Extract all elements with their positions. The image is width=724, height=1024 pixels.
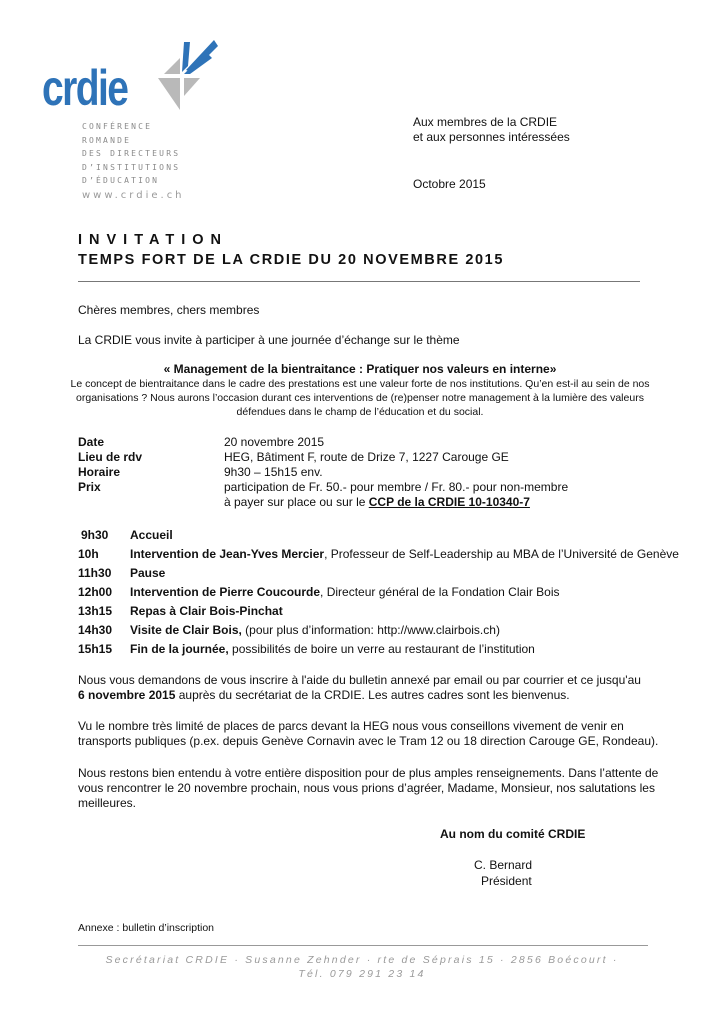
title-event: TEMPS FORT DE LA CRDIE DU 20 NOVEMBRE 2015 [78,252,505,268]
detail-value-place: HEG, Bâtiment F, route de Drize 7, 1227 Carouge GE [224,450,509,464]
program-title: Visite de Clair Bois, [130,623,242,637]
logo-wordmark: crdie [42,60,128,116]
program-time: 11h30 [78,566,112,580]
detail-label-place: Lieu de rdv [78,450,143,464]
program-time: 10h [78,547,99,561]
signature-committee: Au nom du comité CRDIE [440,827,586,841]
theme-desc-line: défendues dans le champ de l’éducation et du social. [236,406,484,418]
paragraph-line: meilleures. [78,796,137,810]
program-time: 13h15 [78,604,113,618]
paragraph-line: Nous restons bien entendu à votre entière disposition pour de plus amples renseignements. Dans l’attente de [78,766,659,780]
paragraph-line: vous rencontrer le 20 novembre prochain, nous vous prions d’agréer, Madame, Monsieur, nos salutations les [78,781,655,795]
logo-line: CONFÉRENCE [82,122,153,131]
program-title: Repas à Clair Bois-Pinchat [130,604,283,618]
program-desc: , Directeur général de la Fondation Clair Bois [320,585,560,599]
detail-label-date: Date [78,435,105,449]
program-title: Fin de la journée, [130,642,229,656]
logo-line: ROMANDE [82,135,132,145]
recipient-block [413,115,570,145]
payment-text: à payer sur place ou sur le [224,495,369,509]
details-block [78,435,638,510]
paragraph-line: Vu le nombre très limité de places de parcs devant la HEG nous vous conseillons vivement de venir en [78,719,624,733]
program-desc: (pour plus d’information: http://www.clairbois.ch) [241,623,500,637]
title-invitation: INVITATION [78,232,229,248]
signature-role: Président [481,874,532,888]
logo-line: DES DIRECTEURS [82,149,181,158]
paragraph-line: transports publiques (p.ex. depuis Genève Cornavin avec le Tram 12 ou 18 direction Carouge GE, Rondeau). [78,734,659,748]
registration-paragraph [78,673,641,703]
salutation: Chères membres, chers membres [78,303,260,317]
program-time: 12h00 [78,585,113,599]
theme-heading: « Management de la bientraitance : Pratiquer nos valeurs en interne» [163,362,557,376]
detail-label-hours: Horaire [78,465,121,479]
letter-date: Octobre 2015 [413,177,486,191]
theme-desc-line: organisations ? Nous aurons l’occasion durant ces interventions de (re)penser notre management à la lumière des valeurs [76,392,644,404]
detail-label-price: Prix [78,480,101,494]
logo-line: D’INSTITUTIONS [82,162,181,172]
annex-note: Annexe : bulletin d’inscription [78,922,214,934]
ccp-account: CCP de la CRDIE 10-10340-7 [368,495,530,509]
recipient-line: et aux personnes intéressées [413,130,570,144]
detail-value-price: participation de Fr. 50.- pour membre / Fr. 80.- pour non-membre [224,480,569,494]
paragraph-line: Nous vous demandons de vous inscrire à l'aide du bulletin annexé par email ou par courrier et ce jusqu'au [78,673,641,687]
program-desc: , Professeur de Self-Leadership au MBA de l’Université de Genève [324,547,679,561]
title-divider [78,281,640,282]
logo-website: www.crdie.ch [82,190,185,201]
footer-address: Secrétariat CRDIE · Susanne Zehnder · rte de Séprais 15 · 2856 Boécourt · [105,954,619,966]
program-time: 14h30 [78,623,113,637]
program-title: Accueil [130,528,173,542]
program-time: 9h30 [81,528,109,542]
deadline-date: 6 novembre 2015 [78,688,176,702]
detail-value-date: 20 novembre 2015 [224,435,325,449]
footer-divider [78,945,648,946]
detail-value-hours: 9h30 – 15h15 env. [224,465,323,479]
program-desc: possibilités de boire un verre au restaurant de l’institution [228,642,535,656]
program-time: 15h15 [78,642,113,656]
program-title: Pause [130,566,166,580]
logo-line: D’ÉDUCATION [82,176,160,185]
footer [60,953,664,981]
theme-desc-line: Le concept de bientraitance dans le cadre des prestations est une valeur forte de nos institutions. Qu’en est-il au sein de nos [70,378,650,390]
recipient-line: Aux membres de la CRDIE [413,115,558,129]
program-title: Intervention de Pierre Coucourde [130,585,321,599]
theme-block [70,362,650,419]
intro-text: La CRDIE vous invite à participer à une journée d’échange sur le thème [78,333,460,347]
footer-phone: Tél. 079 291 23 14 [298,968,426,980]
closing-paragraph [78,766,658,811]
signature-name: C. Bernard [474,858,533,872]
program-title: Intervention de Jean-Yves Mercier [130,547,325,561]
parking-paragraph [78,719,658,749]
logo-arrow-icon [140,36,220,112]
paragraph-line: auprès du secrétariat de la CRDIE. Les autres cadres sont les bienvenus. [175,688,570,702]
